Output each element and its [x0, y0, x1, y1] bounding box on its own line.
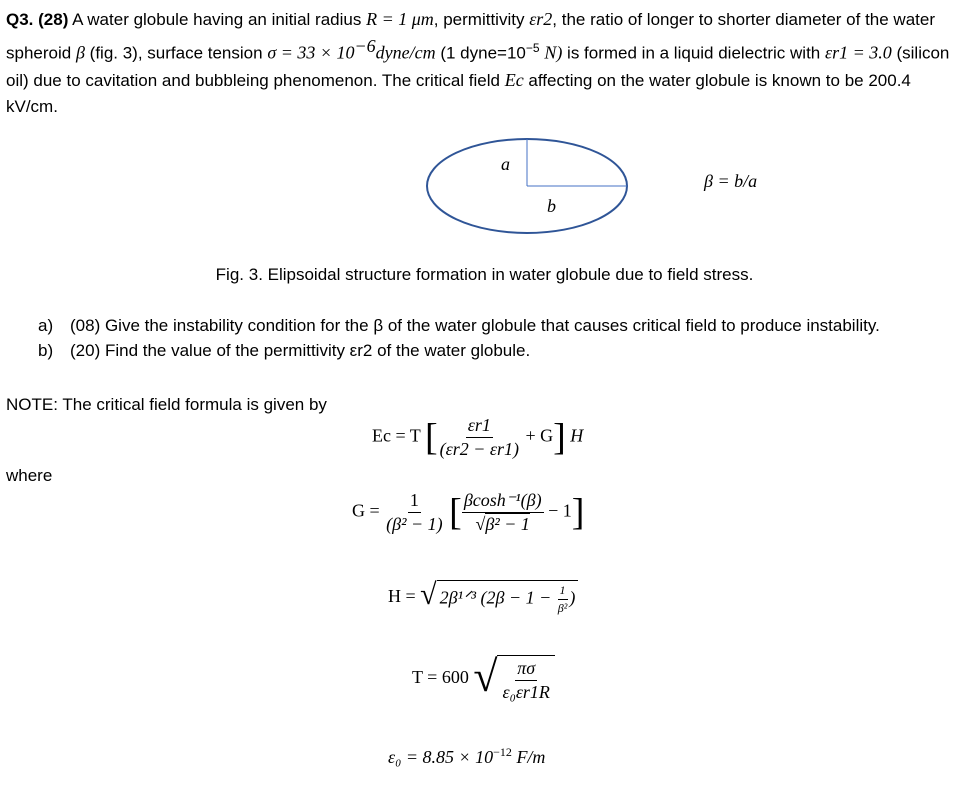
bracket-open: [	[424, 416, 438, 459]
question-text-5: is formed in a liquid dielectric with	[567, 43, 821, 63]
figure-caption: Fig. 3. Elipsoidal structure formation in water globule due to field stress.	[215, 265, 754, 284]
ec-lhs: Ec = T	[372, 425, 421, 446]
h-lhs: H =	[388, 586, 416, 607]
question-text-3: , the ratio of longer to shorter diameter of the water spheroid	[6, 10, 935, 63]
dyne-note-a: (1 dyne=10	[440, 43, 526, 63]
part-a-text: (08) Give the instability condition for the β of the water globule that causes critical field to produce instability.	[70, 316, 880, 335]
question-text-7: affecting on the water globule is known to be 200.4 kV/cm.	[6, 70, 911, 116]
h-equation	[388, 580, 578, 616]
ec-num: εr1	[466, 415, 493, 438]
note-text: NOTE: The critical field formula is given by	[6, 395, 327, 414]
ec-plus-g: + G	[525, 425, 554, 446]
eps0-exp: −12	[493, 745, 512, 759]
question-text-4: (fig. 3), surface tension	[89, 43, 263, 63]
beta-symbol: β	[75, 42, 85, 63]
g-minus-1: − 1	[548, 500, 572, 521]
where-text: where	[6, 466, 53, 485]
radius-expr: R = 1 μm	[366, 9, 434, 29]
g-den1: (β² − 1)	[386, 514, 443, 534]
question-text-1: A water globule having an initial radius	[72, 10, 362, 29]
eps0-text: ε₀ = 8.85 × 10	[388, 747, 494, 767]
g-fraction-1	[384, 490, 445, 535]
dyne-note-b: N)	[544, 42, 563, 63]
h-sqrt	[420, 580, 578, 616]
part-a	[38, 316, 880, 336]
t-lhs: T = 600	[412, 667, 469, 688]
h-close: )	[569, 587, 576, 608]
sigma-exp: −6	[354, 36, 376, 56]
sigma-expr: σ = 33 × 10	[267, 42, 355, 63]
g-num2: βcosh⁻¹(β)	[462, 490, 544, 513]
part-a-label: a)	[38, 316, 54, 335]
h-body: 2β¹ᐟ³ (2β − 1 −	[439, 587, 552, 608]
dyne-exp: −5	[525, 41, 540, 55]
question-label: Q3. (28)	[6, 10, 69, 29]
ec-h: H	[570, 425, 584, 446]
question-text-2: , permittivity	[433, 10, 525, 29]
bracket-close: ]	[553, 416, 566, 459]
h-fnum: 1	[558, 583, 568, 600]
g-num1: 1	[408, 490, 421, 513]
g-bracket-open: [	[449, 491, 462, 534]
g-equation	[352, 490, 584, 535]
part-b	[38, 341, 530, 361]
eps-r1-expr: εr1 = 3.0	[825, 42, 892, 63]
h-fden: β²	[557, 601, 568, 615]
part-b-text: (20) Find the value of the permittivity εr2 of the water globule.	[70, 341, 531, 360]
h-fraction	[556, 583, 570, 616]
sqrt-icon: √	[420, 578, 437, 611]
eps0-equation	[388, 745, 545, 768]
ec-symbol: Ec	[504, 69, 524, 90]
sqrt-icon-2: √	[473, 652, 498, 701]
g-lhs: G =	[352, 500, 380, 521]
label-b: b	[547, 196, 556, 216]
ec-den: (εr2 − εr1)	[439, 439, 519, 459]
ec-fraction	[438, 415, 521, 460]
t-den: ε₀εr1R	[502, 682, 550, 702]
t-num: πσ	[515, 658, 537, 681]
g-fraction-2	[462, 490, 544, 535]
g-den2-wrap: √β² − 1	[475, 514, 530, 534]
part-b-label: b)	[38, 341, 54, 360]
t-radicand	[497, 655, 554, 703]
beta-relation: β = b/a	[704, 171, 758, 191]
ec-equation	[372, 415, 583, 460]
eps-r2: εr2	[529, 9, 553, 29]
label-a: a	[501, 154, 510, 174]
eps0-unit: F/m	[516, 747, 546, 767]
ellipse-figure	[420, 135, 640, 255]
h-radicand	[437, 580, 579, 616]
question-text-6: (silicon oil) due to cavitation and bubbleing phenomenon. The critical field	[6, 43, 950, 90]
question-paragraph	[6, 6, 964, 120]
g-den2: β² − 1	[485, 514, 530, 534]
g-bracket-close: ]	[571, 491, 585, 534]
sigma-unit: dyne/cm	[375, 42, 436, 63]
t-equation	[412, 652, 555, 703]
t-fraction	[500, 658, 551, 703]
t-sqrt	[473, 652, 555, 703]
